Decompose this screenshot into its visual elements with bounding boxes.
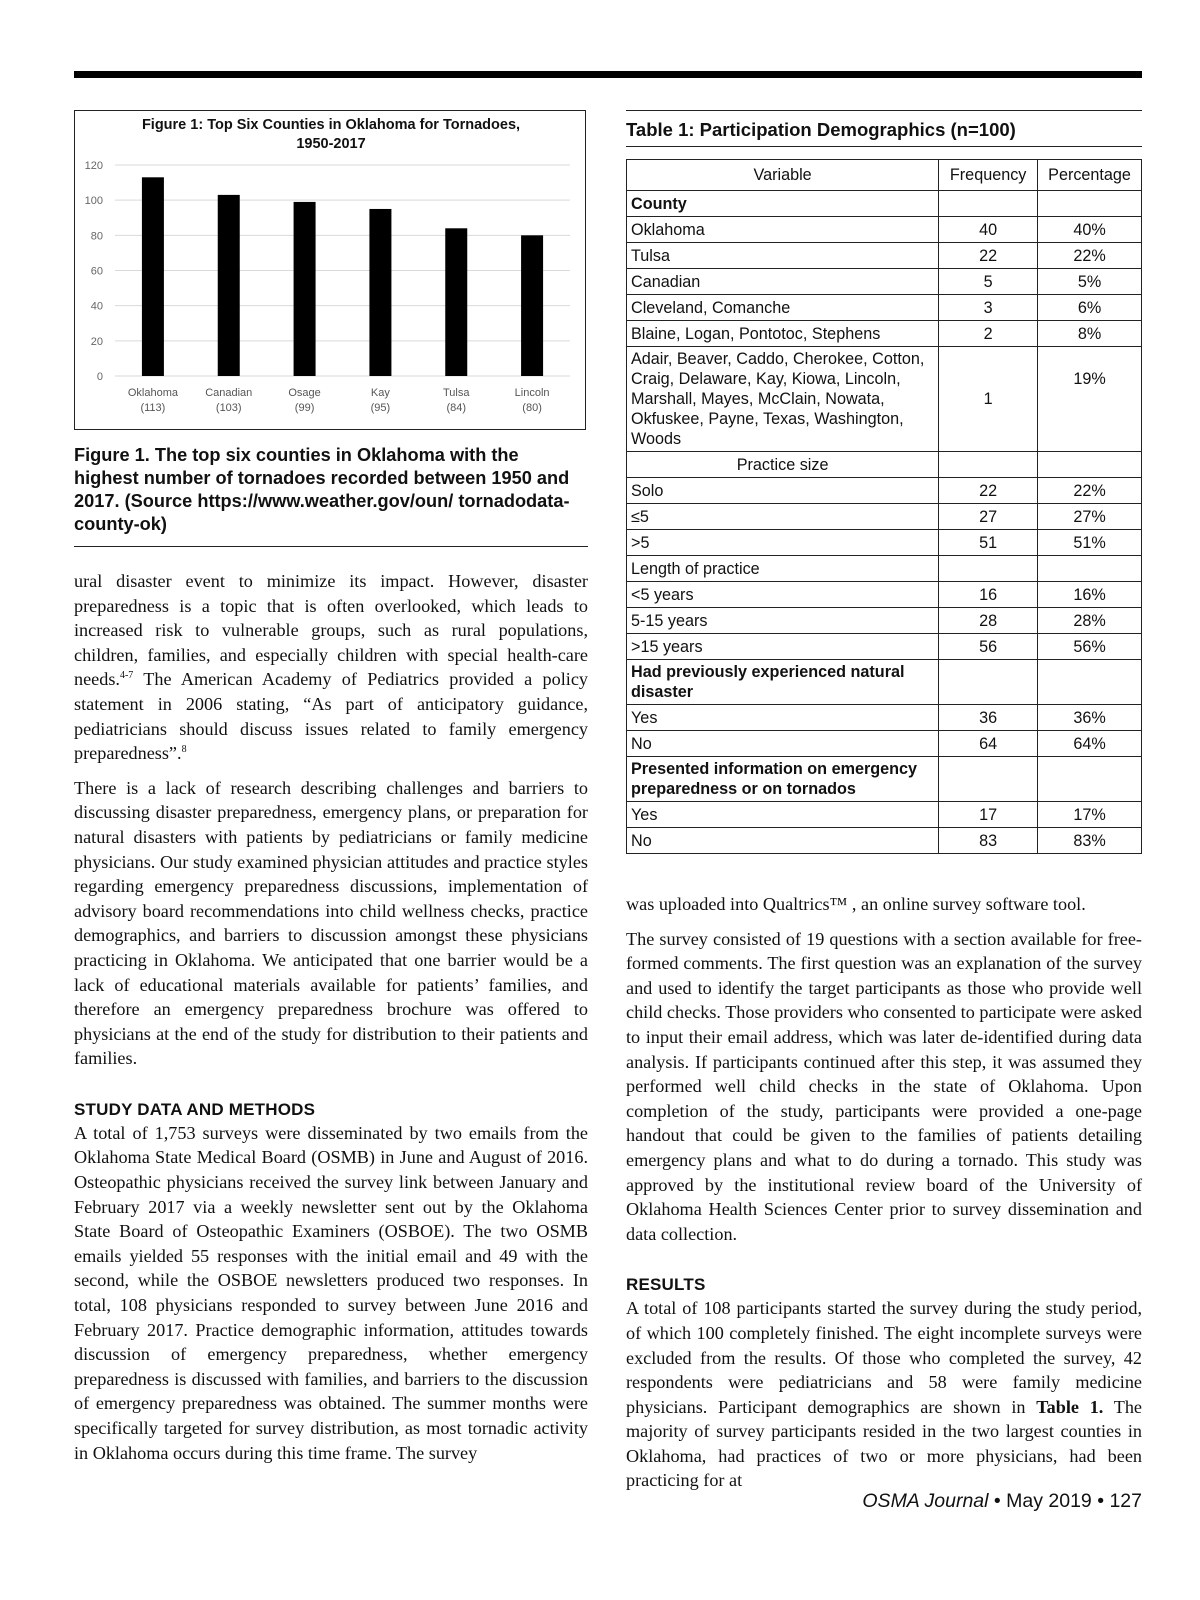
cell-percentage: 36% [1038,705,1142,731]
x-tick-sublabel: (103) [215,402,242,414]
cell-percentage: 6% [1038,295,1142,321]
header-frequency: Frequency [939,160,1038,191]
section-label: Presented information on emergency preparedness or on tornados [627,757,939,802]
section-row-disaster [627,660,1142,705]
cell-frequency: 28 [939,608,1038,634]
bar [142,177,164,376]
bar-chart [75,111,584,428]
demographics-table [626,159,1142,854]
right-body [626,892,1142,1493]
table-header-row [627,160,1142,191]
cell-variable: No [627,731,939,757]
empty-cell [1038,191,1142,217]
paragraph-research: There is a lack of research describing challenges and barriers to discussing disaster preparedness, emergency plans, or preparation for natural disasters with patients by pediatricians or family medicine physicians. Our study examined physician attitudes and practice styles regarding emergency preparedness discussions, implementation of advisory board recommendations into child wellness checks, practice demographics, and barriers to discussion amongst these physicians practicing in Oklahoma. We anticipated that one barrier would be a lack of educational materials available for patients’ families, and therefore an emergency preparedness brochure was offered to physicians at the end of the study for distribution to their patients and families. [74,777,588,1069]
section-row-county [627,191,1142,217]
journal-name: OSMA Journal [862,1490,989,1512]
x-tick-label: Tulsa [443,387,470,399]
cell-frequency: 56 [939,634,1038,660]
header-variable: Variable [627,160,939,191]
paragraph-intro-text-b: The American Academy of Pediatrics provided a policy statement in 2006 stating, “As part of anticipatory guidance, pediatricians should discuss issues related to family emergency preparedness”. [74,669,588,764]
cell-percentage: 22% [1038,478,1142,504]
header-percentage: Percentage [1038,160,1142,191]
y-tick-label: 120 [84,160,103,172]
cell-frequency: 51 [939,530,1038,556]
results-text-a: A total of 108 participants started the survey during the study period, of which 100 completely finished. The eight incomplete surveys were excluded from the results. Of those who completed the survey, 42 respondents were pediatricians and 58 were family medicine physicians. Participant demographics are shown in [626,1298,1142,1417]
section-label: Practice size [627,452,939,478]
x-tick-label: Lincoln [514,387,550,399]
table-row-multi-county [627,347,1142,452]
table-row [627,802,1142,828]
table-title: Table 1: Participation Demographics (n=100) [626,110,1142,147]
paragraph-intro-text: ural disaster event to minimize its impact. However, disaster preparedness is a topic that is often overlooked, which leads to increased risk to vulnerable groups, such as rural populations, children, families, and especially children with special health-care needs. [74,571,588,690]
table-row [627,504,1142,530]
cell-variable: ≤5 [627,504,939,530]
issue-date: May 2019 [1006,1490,1092,1512]
x-tick-sublabel: (80) [522,402,542,414]
x-tick-sublabel: (95) [370,402,391,414]
table-row [627,530,1142,556]
bar [521,235,543,376]
cell-frequency: 64 [939,731,1038,757]
paragraph-results [626,1296,1142,1493]
bar [294,202,316,376]
cell-percentage: 19% [1038,347,1142,452]
page-number: 127 [1109,1490,1142,1512]
y-tick-label: 100 [84,195,103,208]
table-row [627,731,1142,757]
cell-variable: Tulsa [627,243,939,269]
left-column [74,110,588,1465]
table-row [627,478,1142,504]
table-row [627,608,1142,634]
county-line: Okfuskee, Payne, Texas, Washington, [631,410,904,428]
empty-cell [1038,452,1142,478]
cell-variable: Yes [627,802,939,828]
citation-8: 8 [181,744,187,756]
section-label: Length of practice [627,556,939,582]
right-column [626,110,1142,1493]
county-line: Adair, Beaver, Caddo, Cherokee, Cotton, [631,350,925,368]
results-text-b: The majority of survey participants resided in the two largest counties in Oklahoma, had practices of two or more physicians, had been practicing for at [626,1396,1142,1491]
cell-variable: Cleveland, Comanche [627,295,939,321]
cell-variable: 5-15 years [627,608,939,634]
footer-separator: • [1091,1490,1110,1512]
cell-percentage: 16% [1038,582,1142,608]
y-tick-label: 20 [90,335,103,348]
left-body [74,569,588,1465]
empty-cell [1038,757,1142,802]
y-tick-label: 60 [90,265,103,278]
cell-percentage: 51% [1038,530,1142,556]
cell-variable: Solo [627,478,939,504]
cell-percentage: 83% [1038,828,1142,854]
cell-frequency: 27 [939,504,1038,530]
table-row [627,828,1142,854]
empty-cell [939,556,1038,582]
paragraph-intro [74,569,588,766]
section-row-practice-size [627,452,1142,478]
table-row [627,269,1142,295]
section-row-info [627,757,1142,802]
y-tick-label: 40 [90,300,103,313]
cell-variable-multi [627,347,939,452]
y-tick-label: 0 [96,371,103,383]
cell-frequency: 16 [939,582,1038,608]
cell-frequency: 36 [939,705,1038,731]
page-footer [862,1490,1142,1513]
cell-frequency: 40 [939,217,1038,243]
citation-4-7: 4-7 [119,670,134,682]
cell-percentage: 27% [1038,504,1142,530]
table-row [627,217,1142,243]
x-tick-sublabel: (99) [294,402,315,414]
top-rule [74,71,1142,78]
table-row [627,295,1142,321]
cell-frequency: 3 [939,295,1038,321]
cell-variable: Canadian [627,269,939,295]
table-row [627,705,1142,731]
chart-title-line2: 1950-2017 [296,136,366,152]
section-label: Had previously experienced natural disaster [627,660,939,705]
county-line: Marshall, Mayes, McClain, Nowata, [631,390,885,408]
empty-cell [1038,556,1142,582]
x-tick-sublabel: (113) [140,402,166,414]
table-row [627,582,1142,608]
x-tick-label: Osage [288,387,321,399]
cell-variable: Oklahoma [627,217,939,243]
bar [445,228,467,376]
table-reference: Table 1. [1036,1396,1104,1417]
cell-frequency: 2 [939,321,1038,347]
cell-variable: No [627,828,939,854]
empty-cell [1038,660,1142,705]
cell-percentage: 22% [1038,243,1142,269]
figure-1-chart [74,110,586,430]
heading-results: RESULTS [626,1275,706,1295]
cell-variable: Blaine, Logan, Pontotoc, Stephens [627,321,939,347]
cell-frequency: 1 [939,347,1038,452]
section-label: County [627,191,939,217]
empty-cell [939,757,1038,802]
x-tick-label: Canadian [205,387,253,399]
table-row [627,243,1142,269]
cell-variable: >5 [627,530,939,556]
cell-percentage: 40% [1038,217,1142,243]
section-row-length [627,556,1142,582]
empty-cell [939,660,1038,705]
paragraph-methods: A total of 1,753 surveys were disseminated by two emails from the Oklahoma State Medical Board (OSMB) in June and August of 2016. Osteopathic physicians received the survey link between January and February 2017 via a weekly newsletter sent out by the Oklahoma State Board of Osteopathic Examiners (OSBOE). The two OSMB emails yielded 55 responses with the initial email and 49 with the second, while the OSBOE newsletters produced two responses. In total, 108 physicians responded to survey between June 2016 and February 2017. Practice demographic information, attitudes towards discussion of emergency preparedness, whether emergency preparedness is discussed with families, and barriers to the discussion of emergency preparedness was obtained. The summer months were specifically targeted for survey distribution, as most tornadic activity in Oklahoma occurs during this time frame. The survey [74,1122,588,1463]
empty-cell [939,452,1038,478]
cell-frequency: 5 [939,269,1038,295]
table-row [627,321,1142,347]
county-line: Woods [631,430,682,448]
cell-frequency: 83 [939,828,1038,854]
cell-frequency: 22 [939,243,1038,269]
paragraph-qualtrics: was uploaded into Qualtrics™ , an online survey software tool. [626,894,1086,914]
x-tick-sublabel: (84) [446,402,467,414]
table-row [627,634,1142,660]
heading-methods: STUDY DATA AND METHODS [74,1099,316,1119]
bar [369,209,391,376]
empty-cell [939,191,1038,217]
cell-frequency: 22 [939,478,1038,504]
cell-percentage: 28% [1038,608,1142,634]
cell-variable: <5 years [627,582,939,608]
cell-variable: >15 years [627,634,939,660]
cell-percentage: 8% [1038,321,1142,347]
chart-title-line1: Figure 1: Top Six Counties in Oklahoma for Tornadoes, [141,117,521,133]
county-line: Craig, Delaware, Kay, Kiowa, Lincoln, [631,370,901,388]
footer-separator: • [988,1490,1007,1512]
cell-frequency: 17 [939,802,1038,828]
bar [218,195,240,376]
paragraph-survey: The survey consisted of 19 questions with a section available for free-formed comments. The first question was an explanation of the survey and used to identify the target participants as those who provide well child checks. Those providers who consented to participate were asked to input their email address, which was later de-identified during data analysis. If participants continued after this step, it was assumed they performed well child checks in the state of Oklahoma. Upon completion of the study, participants were provided a one-page handout that could be given to the families of patients detailing emergency plans and what to do during a tornado. This study was approved by the institutional review board of the University of Oklahoma Health Sciences Center prior to survey dissemination and data collection. [626,928,1142,1244]
cell-variable: Yes [627,705,939,731]
y-tick-label: 80 [90,230,103,243]
cell-percentage: 64% [1038,731,1142,757]
x-tick-label: Kay [370,387,390,399]
x-tick-label: Oklahoma [127,387,178,399]
figure-caption: Figure 1. The top six counties in Oklahoma with the highest number of tornadoes recorded between 1950 and 2017. (Source https://www.weather.gov/oun/ tornadodata-county-ok) [74,444,588,547]
cell-percentage: 5% [1038,269,1142,295]
cell-percentage: 17% [1038,802,1142,828]
cell-percentage: 56% [1038,634,1142,660]
